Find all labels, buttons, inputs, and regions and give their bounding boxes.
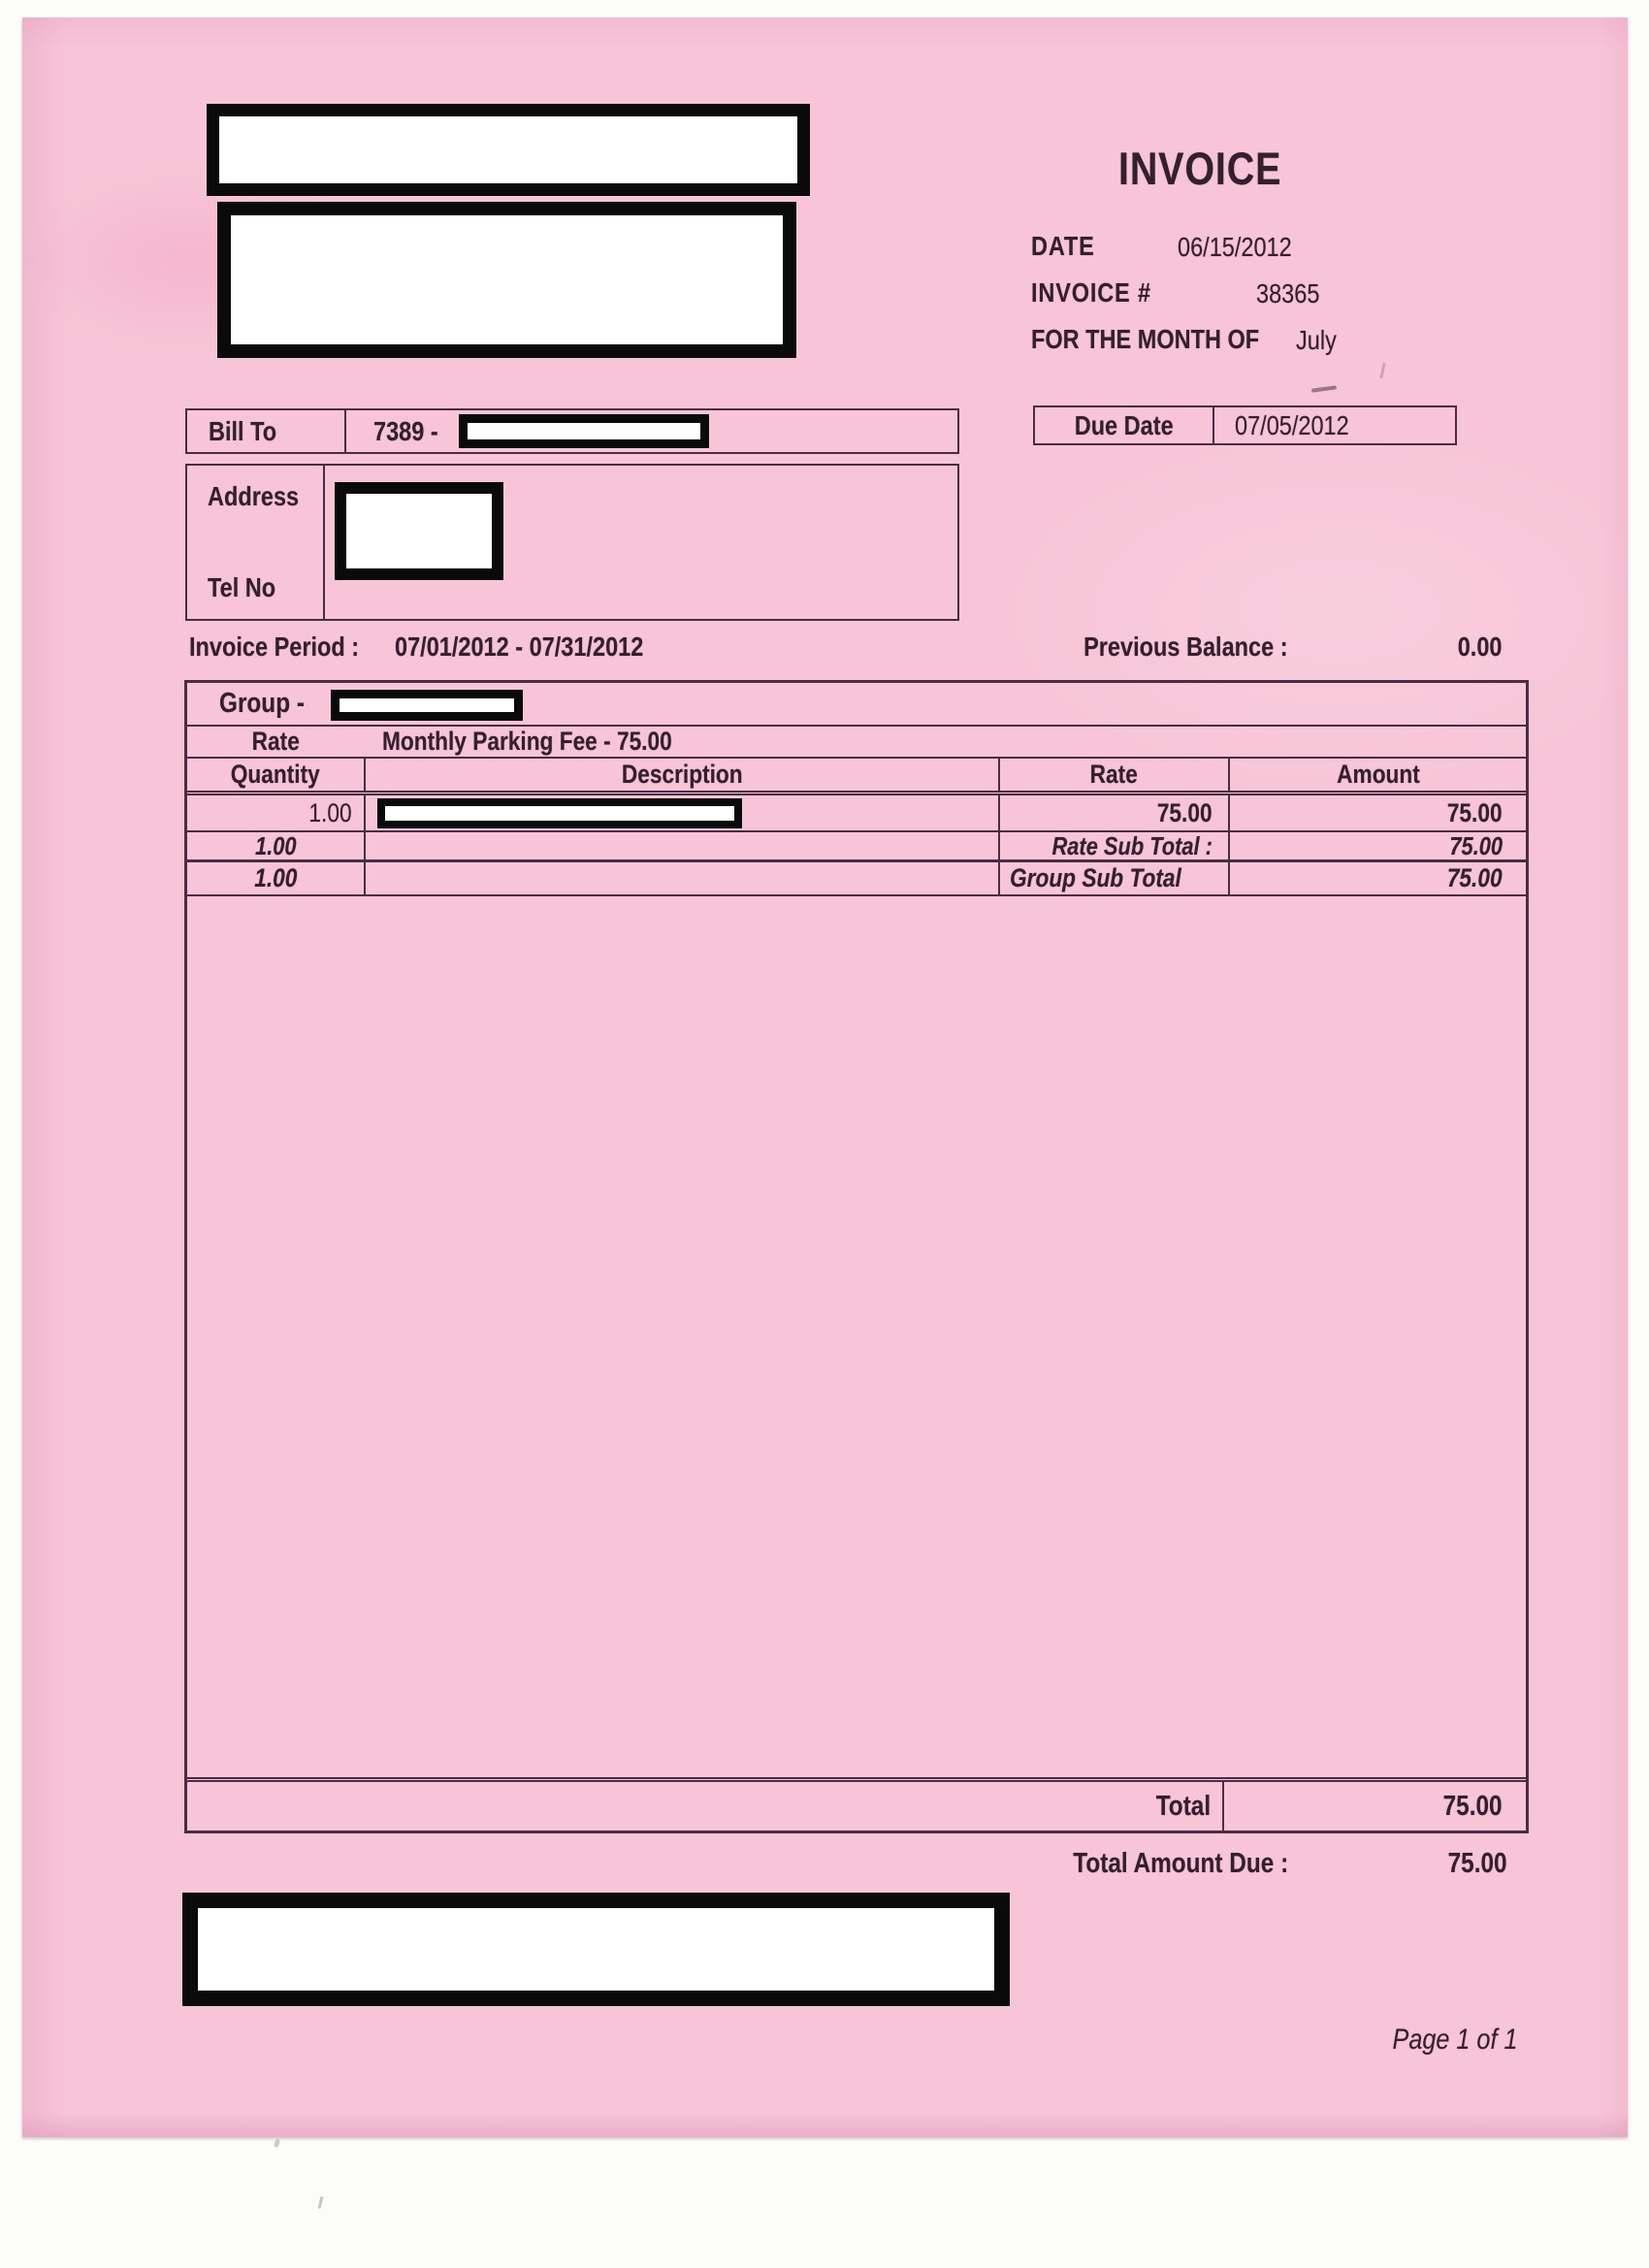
group-subtotal-quantity: 1.00 — [253, 863, 298, 892]
rate-subtotal-amount: 75.00 — [1228, 832, 1526, 859]
group-subtotal-empty-cell — [364, 862, 998, 894]
column-header-quantity: Quantity — [230, 760, 320, 789]
redaction-box-letterhead-address — [217, 202, 796, 358]
for-month-label: FOR THE MONTH OF — [1031, 324, 1260, 354]
previous-balance-label: Previous Balance : — [1083, 632, 1288, 662]
previous-balance-value: 0.00 — [1457, 632, 1502, 662]
column-header-rate: Rate — [998, 759, 1228, 791]
invoice-period-label: Invoice Period : — [189, 632, 360, 662]
date-label: DATE — [1031, 231, 1095, 261]
charges-table — [184, 680, 1529, 1833]
rate-row — [187, 727, 1526, 759]
bill-to-label: Bill To — [187, 410, 346, 452]
address-box-divider — [323, 466, 325, 619]
column-header-description: Description — [364, 759, 998, 791]
redaction-box-footer — [182, 1893, 1010, 2006]
group-row — [187, 683, 1526, 727]
line-item-quantity: 1.00 — [308, 797, 352, 827]
for-month-value: July — [1296, 325, 1337, 355]
address-label: Address — [208, 481, 300, 511]
total-label: Total — [1155, 1790, 1211, 1822]
rate-row-value-cell: Monthly Parking Fee - 75.00 — [382, 727, 672, 756]
invoice-title: INVOICE — [1117, 143, 1282, 194]
line-item-description-cell — [364, 795, 998, 830]
line-item-row — [187, 795, 1526, 832]
date-value: 06/15/2012 — [1178, 232, 1292, 262]
due-date-box — [1033, 405, 1457, 445]
rate-subtotal-quantity: 1.00 — [254, 830, 297, 860]
group-subtotal-row — [187, 862, 1526, 896]
rate-subtotal-row — [187, 832, 1526, 862]
rate-subtotal-empty-cell — [364, 832, 998, 859]
redaction-box-letterhead-logo — [207, 104, 810, 196]
page-number: Page 1 of 1 — [1392, 2024, 1517, 2056]
line-item-rate: 75.00 — [998, 795, 1228, 830]
invoice-number-value: 38365 — [1256, 278, 1320, 308]
redaction-box-description — [377, 798, 742, 828]
total-amount-due-label: Total Amount Due : — [1073, 1848, 1288, 1879]
redaction-box-bill-to-name — [459, 414, 709, 448]
group-subtotal-label: Group Sub Total — [998, 862, 1228, 894]
due-date-label: Due Date — [1035, 407, 1214, 443]
column-header-amount: Amount — [1228, 759, 1526, 791]
table-total-row — [187, 1782, 1526, 1831]
due-date-value: 07/05/2012 — [1235, 409, 1349, 440]
table-empty-body — [187, 896, 1526, 1782]
scan-artifact-speck — [317, 2196, 323, 2209]
redaction-box-address — [335, 482, 503, 580]
bill-to-box — [185, 408, 959, 454]
invoice-number-label: INVOICE # — [1031, 277, 1151, 308]
tel-no-label: Tel No — [208, 572, 276, 602]
rate-row-label-cell: Rate — [251, 727, 300, 756]
redaction-box-group-name — [331, 690, 523, 721]
table-header-row — [187, 759, 1526, 795]
address-box — [185, 464, 959, 621]
rate-subtotal-label: Rate Sub Total : — [998, 832, 1228, 859]
group-label: Group - — [219, 688, 305, 719]
total-amount-due-value: 75.00 — [1448, 1848, 1507, 1879]
total-value: 75.00 — [1222, 1782, 1526, 1831]
scan-artifact-speck — [274, 2138, 281, 2148]
bill-to-value: 7389 - — [346, 410, 957, 452]
invoice-period-value: 07/01/2012 - 07/31/2012 — [395, 632, 644, 662]
line-item-amount: 75.00 — [1228, 795, 1526, 830]
group-subtotal-amount: 75.00 — [1228, 862, 1526, 894]
